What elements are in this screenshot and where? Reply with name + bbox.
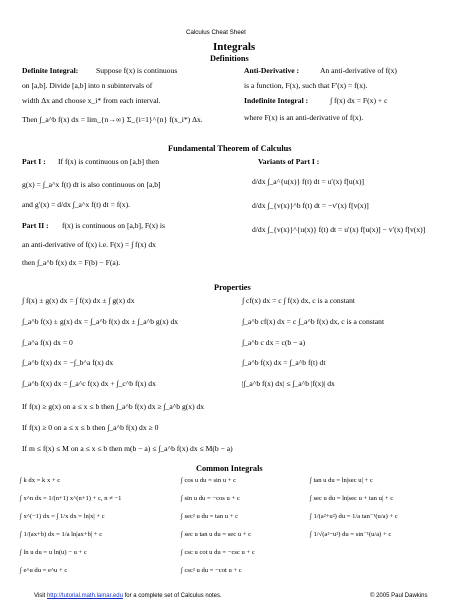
footer-copyright: © 2005 Paul Dawkins — [370, 593, 428, 599]
definite-integral-formula: Then ∫_a^b f(x) dx = lim_{n→∞} Σ_{i=1}^{n} f(x_i*) Δx. — [22, 115, 203, 124]
property-same-limits: ∫_a^a f(x) dx = 0 — [22, 338, 73, 347]
ftc-part1-line-2: g(x) = ∫_a^x f(t) dt is also continuous on [a,b] — [22, 180, 161, 189]
definite-integral-line-2: on [a,b]. Divide [a,b] into n subintervals of — [22, 81, 153, 90]
ftc-part2-label: Part II : — [22, 221, 49, 230]
anti-derivative-line-2: is a function, F(x), such that F′(x) = f(x). — [244, 81, 368, 90]
ftc-part2-line-3: then ∫_a^b f(x) dx = F(b) − F(a). — [22, 258, 121, 267]
property-split-interval: ∫_a^b f(x) dx = ∫_a^c f(x) dx + ∫_c^b f(x) dx — [22, 379, 156, 388]
indefinite-integral-formula: ∫ f(x) dx = F(x) + c — [330, 96, 388, 105]
ftc-variant-1: d/dx ∫_a^{u(x)} f(t) dt = u′(x) f[u(x)] — [252, 177, 365, 186]
common-integral-arctan: ∫ 1/(a²+u²) du = 1/a tan⁻¹(u/a) + c — [310, 513, 398, 520]
common-integrals-heading: Common Integrals — [196, 464, 263, 473]
common-integral-power: ∫ x^n dx = 1/(n+1) x^(n+1) + c, n ≠ −1 — [20, 495, 122, 502]
common-integral-sin: ∫ sin u du = −cos u + c — [181, 495, 240, 502]
ftc-variants-label: Variants of Part I : — [258, 157, 320, 166]
common-integral-tan: ∫ tan u du = ln|sec u| + c — [310, 477, 373, 484]
property-nonnegative: If f(x) ≥ 0 on a ≤ x ≤ b then ∫_a^b f(x) dx ≥ 0 — [22, 423, 159, 432]
page-title: Integrals — [213, 41, 256, 53]
property-bounds: If m ≤ f(x) ≤ M on a ≤ x ≤ b then m(b − a) ≤ ∫_a^b f(x) dx ≤ M(b − a) — [22, 444, 233, 453]
ftc-part1-label: Part I : — [22, 157, 46, 166]
property-absolute-value: |∫_a^b f(x) dx| ≤ ∫_a^b |f(x)| dx — [242, 379, 335, 388]
common-integral-linear-reciprocal: ∫ 1/(ax+b) dx = 1/a ln|ax+b| + c — [20, 531, 103, 538]
footer-visit: Visit — [34, 593, 46, 599]
ftc-part1-line-3: and g′(x) = d/dx ∫_a^x f(t) dt = f(x). — [22, 200, 131, 209]
common-integral-sec: ∫ sec u du = ln|sec u + tan u| + c — [310, 495, 394, 502]
indefinite-integral-label: Indefinite Integral : — [244, 96, 309, 105]
property-constant-definite: ∫_a^b cf(x) dx = c ∫_a^b f(x) dx, c is a constant — [242, 317, 385, 326]
footer-note — [34, 593, 222, 599]
property-sum-indefinite: ∫ f(x) ± g(x) dx = ∫ f(x) dx ± ∫ g(x) dx — [22, 296, 135, 305]
page-header: Calculus Cheat Sheet — [186, 29, 246, 36]
common-integral-csc-cot: ∫ csc u cot u du = −csc u + c — [181, 549, 255, 556]
ftc-variant-3: d/dx ∫_{v(x)}^{u(x)} f(t) dt = u′(x) f[u(x)] − v′(x) f[v(x)] — [252, 225, 426, 234]
property-comparison: If f(x) ≥ g(x) on a ≤ x ≤ b then ∫_a^b f(x) dx ≥ ∫_a^b g(x) dx — [22, 402, 205, 411]
property-reverse-limits: ∫_a^b f(x) dx = −∫_b^a f(x) dx — [22, 358, 114, 367]
footer-link[interactable]: http://tutorial.math.lamar.edu — [46, 593, 123, 599]
property-constant-integrand: ∫_a^b c dx = c(b − a) — [242, 338, 306, 347]
ftc-part1-line-1: If f(x) is continuous on [a,b] then — [58, 157, 160, 166]
anti-derivative-label: Anti-Derivative : — [244, 66, 300, 75]
common-integral-constant: ∫ k dx = k x + c — [20, 477, 61, 484]
ftc-part2-line-2: an anti-derivative of f(x) i.e. F(x) = ∫ f(x) dx — [22, 240, 156, 249]
anti-derivative-line-1: An anti-derivative of f(x) — [320, 66, 397, 75]
ftc-heading: Fundamental Theorem of Calculus — [168, 144, 292, 153]
footer-rest: for a complete set of Calculus notes. — [124, 593, 222, 599]
common-integral-ln: ∫ ln u du = u ln(u) − u + c — [20, 549, 87, 556]
common-integral-reciprocal: ∫ x^(−1) dx = ∫ 1/x dx = ln|x| + c — [20, 513, 105, 520]
indefinite-integral-note: where F(x) is an anti-derivative of f(x). — [244, 113, 364, 122]
common-integral-cos: ∫ cos u du = sin u + c — [181, 477, 237, 484]
properties-heading: Properties — [214, 283, 251, 292]
definite-integral-line-1: Suppose f(x) is continuous — [96, 66, 178, 75]
common-integral-arcsin: ∫ 1/√(a²−u²) du = sin⁻¹(u/a) + c — [310, 531, 392, 538]
ftc-variant-2: d/dx ∫_{v(x)}^b f(t) dt = −v′(x) f[v(x)] — [252, 201, 369, 210]
common-integral-sec-squared: ∫ sec² u du = tan u + c — [181, 513, 238, 520]
ftc-part2-line-1: f(x) is continuous on [a,b], F(x) is — [62, 221, 165, 230]
common-integral-sec-tan: ∫ sec u tan u du = sec u + c — [181, 531, 252, 538]
property-sum-definite: ∫_a^b f(x) ± g(x) dx = ∫_a^b f(x) dx ± ∫_a^b g(x) dx — [22, 317, 179, 326]
definite-integral-line-3: width Δx and choose x_i* from each interval. — [22, 96, 161, 105]
definite-integral-label: Definite Integral: — [22, 66, 79, 75]
common-integral-exp: ∫ e^u du = e^u + c — [20, 567, 68, 574]
definitions-heading: Definitions — [210, 54, 249, 63]
property-dummy-variable: ∫_a^b f(x) dx = ∫_a^b f(t) dt — [242, 358, 326, 367]
property-constant-indefinite: ∫ cf(x) dx = c ∫ f(x) dx, c is a constant — [242, 296, 356, 305]
common-integral-csc-squared: ∫ csc² u du = −cot u + c — [181, 567, 242, 574]
